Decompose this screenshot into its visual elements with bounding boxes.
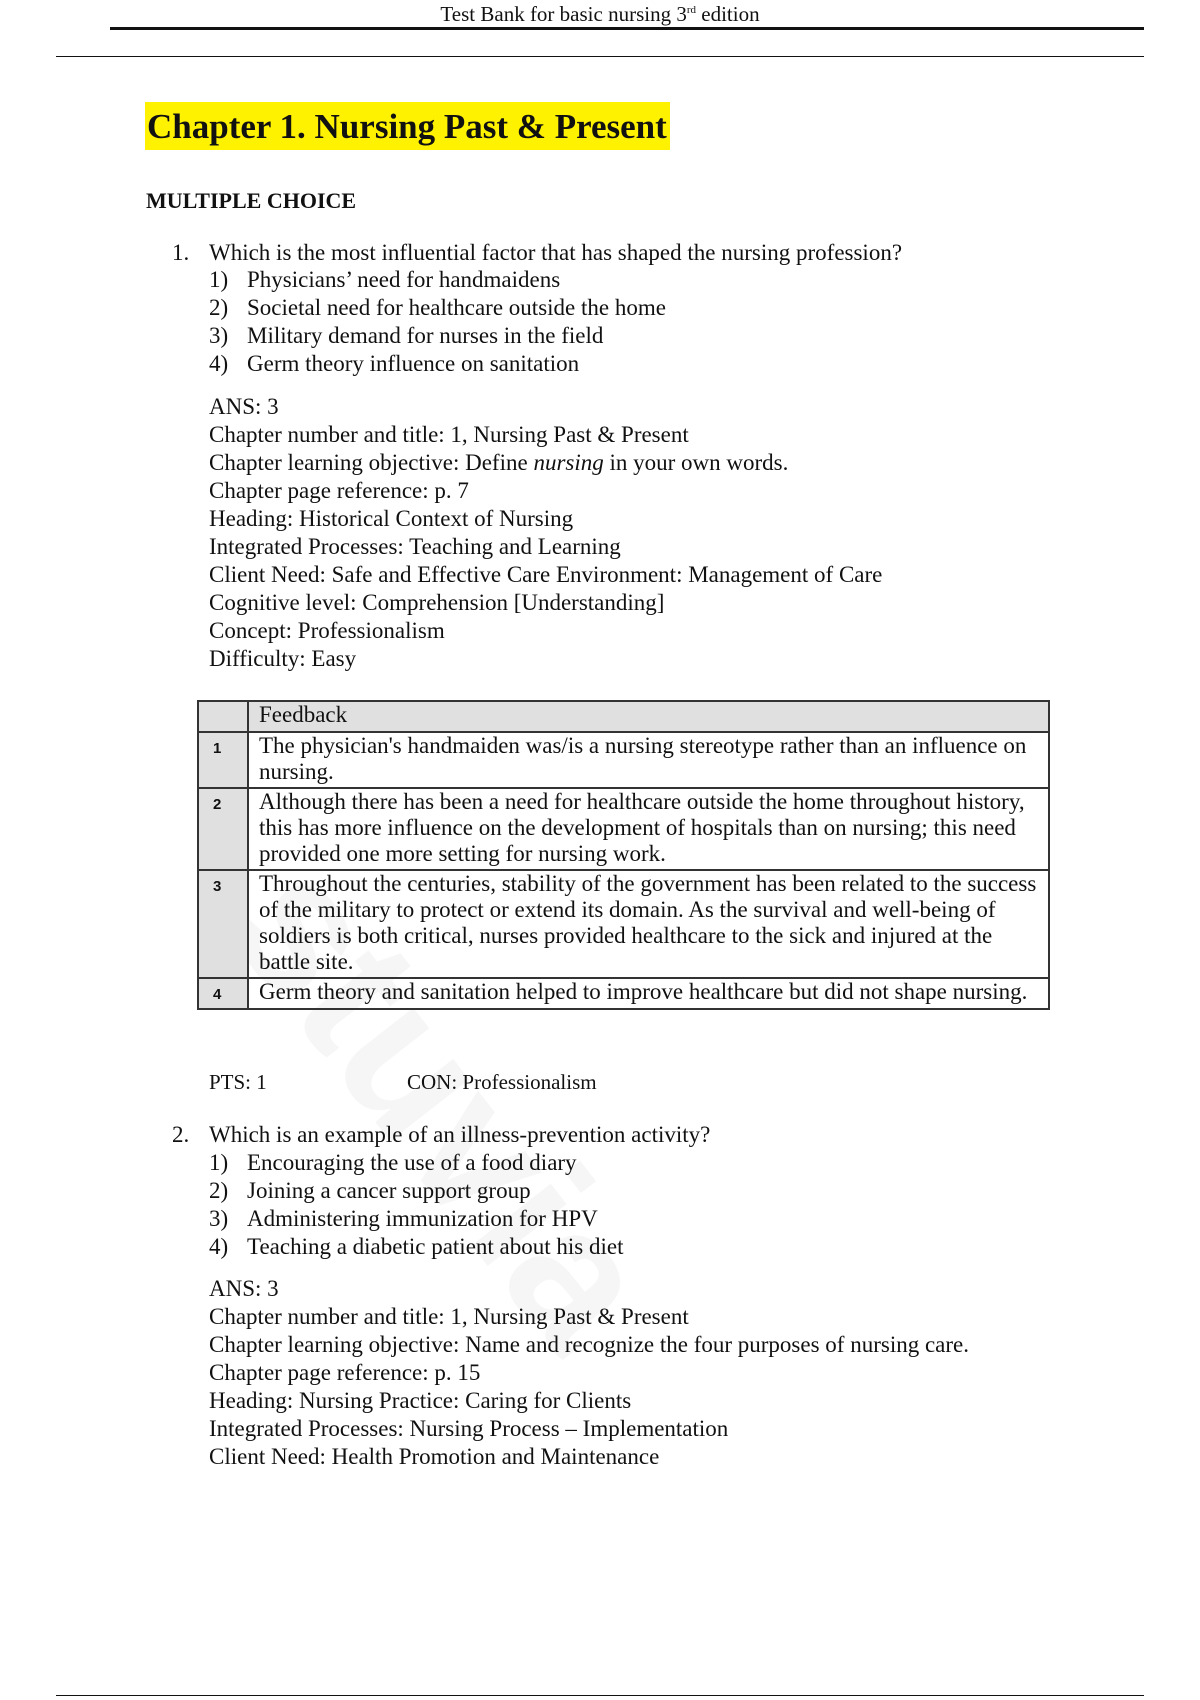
option-text: Military demand for nurses in the field bbox=[247, 323, 604, 348]
feedback-number: 3 bbox=[198, 870, 248, 978]
option-item bbox=[209, 1205, 623, 1233]
answer: ANS: 3 bbox=[209, 394, 279, 419]
question-2-options bbox=[209, 1149, 623, 1261]
page-reference: Chapter page reference: p. 7 bbox=[209, 478, 469, 503]
option-item bbox=[209, 322, 666, 350]
feedback-header-row bbox=[198, 701, 1049, 732]
option-text: Societal need for healthcare outside the home bbox=[247, 295, 666, 320]
feedback-header: Feedback bbox=[248, 701, 1049, 732]
header-superscript: rd bbox=[686, 4, 696, 16]
question-2-metadata bbox=[209, 1275, 969, 1471]
option-item bbox=[209, 266, 666, 294]
header-rule-thick bbox=[110, 27, 1144, 30]
option-number: 2) bbox=[209, 295, 229, 320]
chapter-info: Chapter number and title: 1, Nursing Past & Present bbox=[209, 1304, 689, 1329]
chapter-info: Chapter number and title: 1, Nursing Past & Present bbox=[209, 422, 689, 447]
learning-objective: Chapter learning objective: Define nursing in your own words. bbox=[209, 450, 789, 475]
option-text: Physicians’ need for handmaidens bbox=[247, 267, 561, 292]
option-item bbox=[209, 1149, 623, 1177]
feedback-row bbox=[198, 788, 1049, 870]
question-1-metadata bbox=[209, 393, 882, 673]
feedback-number: 1 bbox=[198, 732, 248, 788]
question-stem: Which is the most influential factor that has shaped the nursing profession? bbox=[209, 240, 903, 265]
feedback-row bbox=[198, 870, 1049, 978]
option-number: 3) bbox=[209, 323, 229, 348]
option-number: 1) bbox=[209, 267, 229, 292]
page-reference: Chapter page reference: p. 15 bbox=[209, 1360, 481, 1385]
concept-tag: CON: Professionalism bbox=[407, 1070, 597, 1094]
points: PTS: 1 bbox=[209, 1070, 267, 1094]
feedback-table bbox=[197, 700, 1050, 1010]
option-text: Teaching a diabetic patient about his diet bbox=[247, 1234, 624, 1259]
option-number: 4) bbox=[209, 1234, 229, 1259]
question-stem: Which is an example of an illness-prevention activity? bbox=[209, 1122, 711, 1147]
heading-info: Heading: Historical Context of Nursing bbox=[209, 506, 574, 531]
question-1-options bbox=[209, 266, 666, 378]
client-need: Client Need: Health Promotion and Maintenance bbox=[209, 1444, 660, 1469]
option-number: 3) bbox=[209, 1206, 229, 1231]
header-rule-thin bbox=[56, 56, 1144, 57]
answer: ANS: 3 bbox=[209, 1276, 279, 1301]
feedback-corner-cell bbox=[198, 701, 248, 732]
question-number: 2. bbox=[172, 1122, 190, 1147]
option-number: 1) bbox=[209, 1150, 229, 1175]
feedback-text: Although there has been a need for healthcare outside the home throughout history, this has more influence on the development of hospitals than on nursing; this need provided one more setting for nursing work. bbox=[248, 788, 1049, 870]
integrated-processes: Integrated Processes: Nursing Process – Implementation bbox=[209, 1416, 729, 1441]
option-text: Administering immunization for HPV bbox=[247, 1206, 598, 1231]
feedback-text: The physician's handmaiden was/is a nursing stereotype rather than an influence on nursing. bbox=[248, 732, 1049, 788]
integrated-processes: Integrated Processes: Teaching and Learning bbox=[209, 534, 621, 559]
option-item bbox=[209, 1233, 623, 1261]
feedback-number: 4 bbox=[198, 978, 248, 1009]
header-text: Test Bank for basic nursing 3 bbox=[440, 2, 687, 26]
option-number: 4) bbox=[209, 351, 229, 376]
header-text-end: edition bbox=[696, 2, 760, 26]
option-item bbox=[209, 350, 666, 378]
feedback-row bbox=[198, 978, 1049, 1009]
points-line bbox=[209, 1068, 597, 1096]
running-header bbox=[0, 0, 1200, 28]
cognitive-level: Cognitive level: Comprehension [Understanding] bbox=[209, 590, 665, 615]
question-number: 1. bbox=[172, 240, 190, 265]
feedback-text: Germ theory and sanitation helped to improve healthcare but did not shape nursing. bbox=[248, 978, 1049, 1009]
emphasized-term: nursing bbox=[533, 450, 604, 475]
feedback-number: 2 bbox=[198, 788, 248, 870]
option-item bbox=[209, 294, 666, 322]
concept: Concept: Professionalism bbox=[209, 618, 445, 643]
option-text: Germ theory influence on sanitation bbox=[247, 351, 580, 376]
section-heading: MULTIPLE CHOICE bbox=[146, 188, 357, 213]
difficulty: Difficulty: Easy bbox=[209, 646, 357, 671]
option-text: Encouraging the use of a food diary bbox=[247, 1150, 577, 1175]
option-text: Joining a cancer support group bbox=[247, 1178, 531, 1203]
feedback-text: Throughout the centuries, stability of the government has been related to the success of the military to protect or extend its domain. As the survival and well-being of soldiers is both critical, nurses provided healthcare to the sick and injured at the battle site. bbox=[248, 870, 1049, 978]
option-item bbox=[209, 1177, 623, 1205]
client-need: Client Need: Safe and Effective Care Environment: Management of Care bbox=[209, 562, 883, 587]
option-number: 2) bbox=[209, 1178, 229, 1203]
chapter-title: Chapter 1. Nursing Past & Present bbox=[145, 102, 670, 150]
footer-rule bbox=[56, 1695, 1144, 1696]
feedback-row bbox=[198, 732, 1049, 788]
heading-info: Heading: Nursing Practice: Caring for Clients bbox=[209, 1388, 632, 1413]
learning-objective: Chapter learning objective: Name and recognize the four purposes of nursing care. bbox=[209, 1332, 969, 1357]
